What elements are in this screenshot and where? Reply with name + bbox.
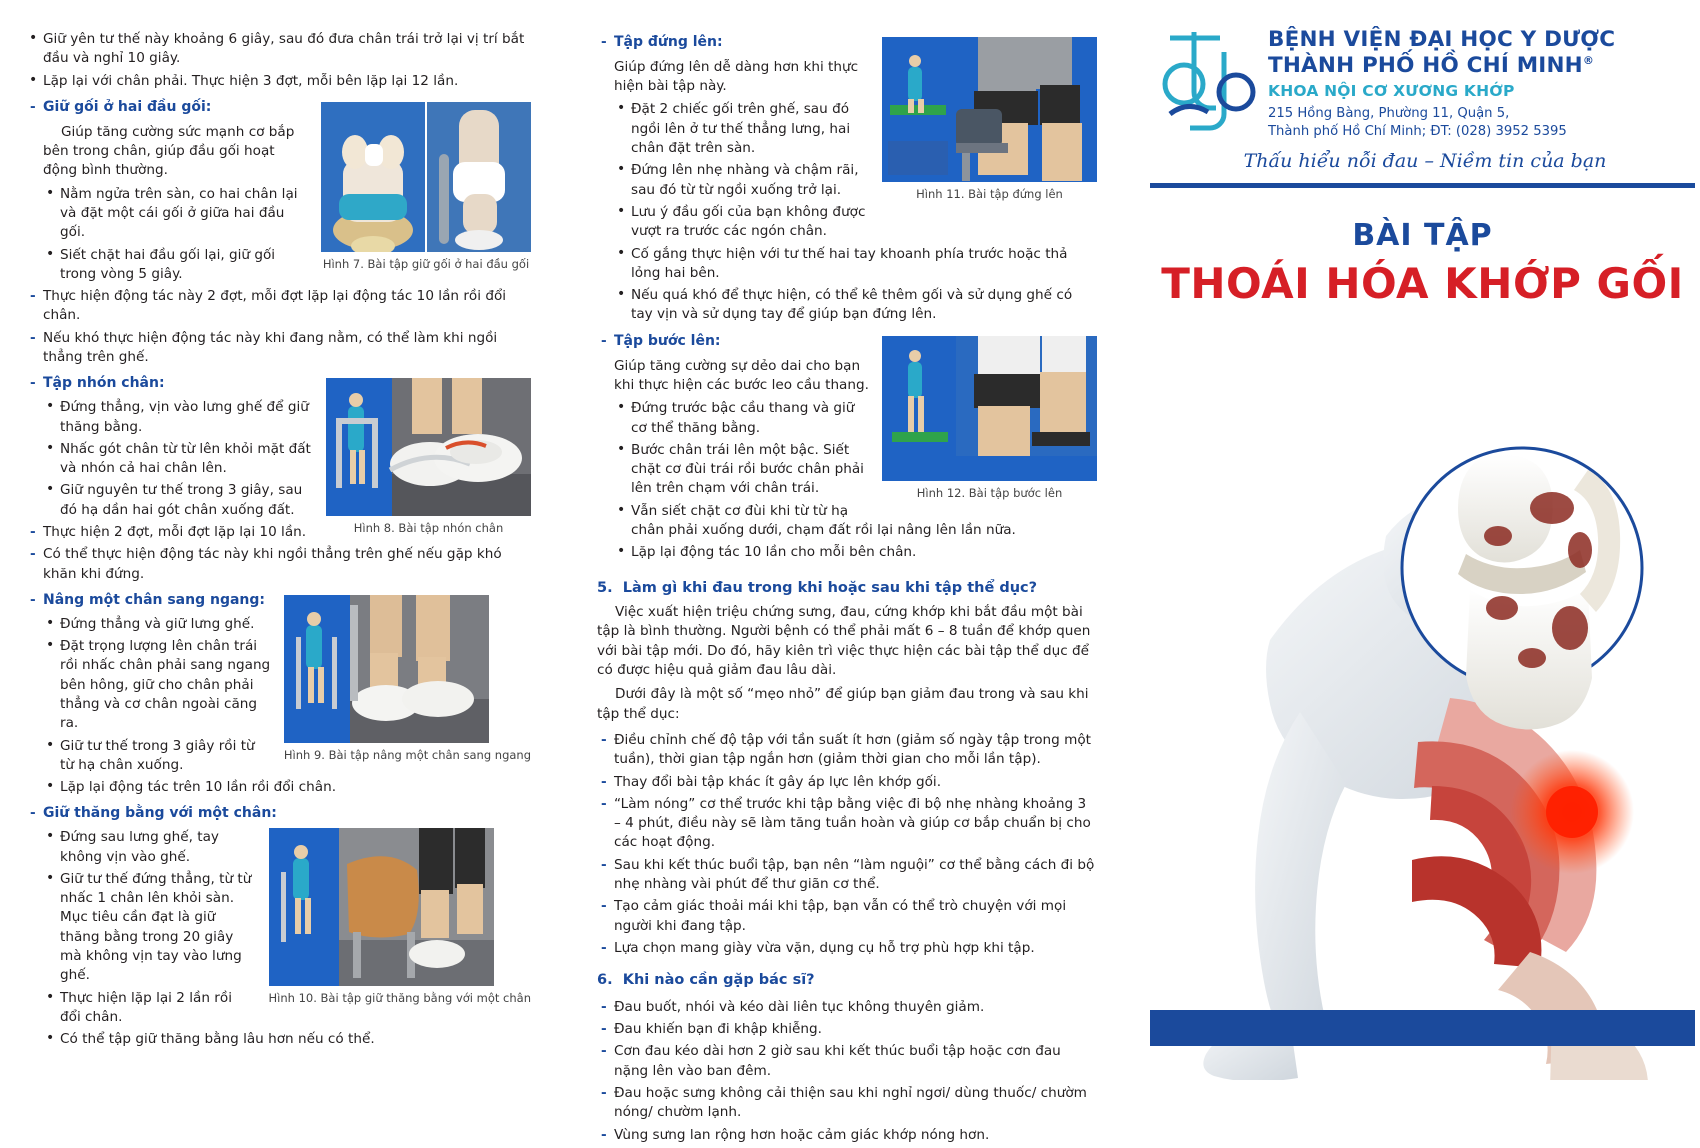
hospital-logo-icon [1150, 22, 1260, 134]
section-5-number: 5. [597, 579, 613, 596]
list-item: - Thay đổi bài tập khác ít gây áp lực lên khớp gối. [597, 773, 1097, 792]
section-sit-to-stand [597, 33, 1097, 325]
list-item: • Nếu quá khó để thực hiện, có thể kê thêm gối và sử dụng ghế có tay vịn và sử dụng tay để giúp bạn đứng lên. [614, 286, 1097, 325]
list-item: • Giữ tư thế đứng thẳng, từ từ nhấc 1 chân lên khỏi sàn. Mục tiêu cần đạt là giữ thăng bằng trong 20 giây mà không vịn tay vào lưng ghế. [43, 870, 531, 986]
list-item: - Sau khi kết thúc buổi tập, bạn nên “làm nguội” cơ thể bằng cách đi bộ nhẹ nhàng vài phút để thư giãn cơ thể. [597, 856, 1097, 895]
list-item: - Đau hoặc sưng không cải thiện sau khi nghỉ ngơi/ dùng thuốc/ chườm nóng/ chườm lạnh. [597, 1084, 1097, 1123]
section-lead: Giúp đứng lên dễ dàng hơn khi thực hiện bài tập này. [614, 58, 859, 95]
section-6-title [597, 970, 1097, 991]
hospital-line-1: BỆNH VIỆN ĐẠI HỌC Y DƯỢC [1268, 27, 1616, 52]
column-left [26, 0, 531, 1053]
section-calf-raise [26, 374, 531, 584]
list-item: • Giữ nguyên tư thế trong 3 giây, sau đó hạ dần hai gót chân xuống đất. [43, 481, 531, 520]
list-item: • Giữ tư thế trong 3 giây rồi từ từ hạ chân xuống. [43, 737, 531, 776]
section-heading: Tập bước lên: [614, 332, 721, 349]
section-knee-pillow [26, 98, 531, 367]
list-item: • Thực hiện lặp lại 2 lần rồi đổi chân. [43, 989, 531, 1028]
section-lead: Giúp tăng cường sức mạnh cơ bắp bên trong chân, giúp đầu gối hoạt động bình thường. [43, 123, 295, 179]
hospital-address-line-1: 215 Hồng Bàng, Phường 11, Quận 5, [1268, 106, 1510, 122]
hospital-line-2 [1268, 53, 1688, 79]
list-item: • Có thể tập giữ thăng bằng lâu hơn nếu có thể. [43, 1030, 531, 1049]
list-item: • Cố gắng thực hiện với tư thế hai tay khoanh phía trước hoặc thả lỏng hai bên. [614, 245, 1097, 284]
figure-8-caption: Hình 8. Bài tập nhón chân [353, 521, 504, 536]
cover-illustration [1150, 340, 1695, 1080]
divider-bar [1150, 183, 1695, 188]
list-item: - Cơn đau kéo dài hơn 2 giờ sau khi kết thúc buổi tập hoặc cơn đau nặng lên vào ban đêm. [597, 1042, 1097, 1081]
list-item: • Đứng trước bậc cầu thang và giữ cơ thể thăng bằng. [614, 399, 1097, 438]
list-item: • Lặp lại với chân phải. Thực hiện 3 đợt, mỗi bên lặp lại 12 lần. [26, 72, 531, 91]
section-heading: Tập nhón chân: [43, 375, 165, 392]
list-item: • Bước chân trái lên một bậc. Siết chặt cơ đùi trái rồi bước chân phải lên trên chạm với chân trái. [614, 441, 1097, 499]
bullet-list [43, 185, 531, 284]
bullet-list [43, 398, 531, 520]
section-heading: Nâng một chân sang ngang: [43, 591, 266, 608]
list-item: - Có thể thực hiện động tác này khi ngồi thẳng trên ghế nếu gặp khó khăn khi đứng. [26, 545, 531, 584]
bullet-list [43, 828, 531, 1049]
bullet-list [614, 399, 1097, 562]
section-5-paragraph-1: Việc xuất hiện triệu chứng sưng, đau, cứng khớp khi bắt đầu một bài tập là bình thường. Người bệnh có thể phải mất 6 – 8 tuần để khớp quen với bài tập mới. Do đó, hãy kiên trì việc thực hiện các bài tập thể dục để có được hiệu quả giảm đau lâu dài. [597, 604, 1091, 679]
list-item: - Nếu khó thực hiện động tác này khi đang nằm, có thể làm khi ngồi thẳng trên ghế. [26, 329, 531, 368]
list-item: • Lưu ý đầu gối của bạn không được vượt ra trước các ngón chân. [614, 203, 1097, 242]
list-item: - Thực hiện động tác này 2 đợt, mỗi đợt lặp lại động tác 10 lần rồi đổi chân. [26, 287, 531, 326]
figure-10-caption: Hình 10. Bài tập giữ thăng bằng với một chân [268, 991, 531, 1006]
intro-bullet-list [26, 30, 531, 91]
list-item: • Đứng lên nhẹ nhàng và chậm rãi, sau đó từ từ ngồi xuống trở lại. [614, 161, 1097, 200]
list-item: - Đau khiến bạn đi khập khiễng. [597, 1020, 1097, 1039]
figure-12-caption: Hình 12. Bài tập bước lên [916, 485, 1063, 500]
hospital-line-2-text: THÀNH PHỐ HỒ CHÍ MINH [1268, 53, 1583, 79]
list-item: • Lặp lại động tác 10 lần cho mỗi bên chân. [614, 543, 1097, 562]
registered-mark: ® [1582, 54, 1595, 68]
list-item: • Vẫn siết chặt cơ đùi khi từ từ hạ chân phải xuống dưới, chạm đất rồi lại nâng lên lần nữa. [614, 502, 1097, 541]
department-name: KHOA NỘI CƠ XƯƠNG KHỚP [1268, 82, 1515, 101]
list-item: - Lựa chọn mang giày vừa vặn, dụng cụ hỗ trợ phù hợp khi tập. [597, 939, 1097, 958]
section-lead: Giúp tăng cường sự dẻo dai cho bạn khi thực hiện các bước leo cầu thang. [614, 357, 869, 393]
list-item: • Đứng sau lưng ghế, tay không vịn vào ghế. [43, 828, 531, 867]
figure-11-caption: Hình 11. Bài tập đứng lên [916, 187, 1063, 201]
figure-7-caption: Hình 7. Bài tập giữ gối ở hai đầu gối [322, 256, 530, 271]
list-item: - Đau buốt, nhói và kéo dài liên tục không thuyên giảm. [597, 998, 1097, 1017]
kneeling-figure-illustration [1150, 340, 1695, 1080]
list-item: • Siết chặt hai đầu gối lại, giữ gối trong vòng 5 giây. [43, 246, 531, 285]
list-item: • Nằm ngửa trên sàn, co hai chân lại và đặt một cái gối ở giữa hai đầu gối. [43, 185, 531, 243]
hospital-name-block [1268, 27, 1688, 141]
section-6-warning-signs [597, 998, 1097, 1145]
cover-title-big: THOÁI HÓA KHỚP GỐI [1161, 259, 1684, 308]
hospital-address-line-2: Thành phố Hồ Chí Minh; ĐT: (028) 3952 5395 [1268, 124, 1567, 140]
list-item: • Đứng thẳng và giữ lưng ghế. [43, 615, 531, 634]
list-item: - Thực hiện 2 đợt, mỗi đợt lặp lại 10 lần. [26, 523, 531, 542]
list-item: • Đặt 2 chiếc gối trên ghế, sau đó ngồi lên ở tư thế thẳng lưng, hai chân đặt trên sàn. [614, 100, 1097, 158]
section-step-up [597, 332, 1097, 563]
list-item: • Nhấc gót chân từ từ lên khỏi mặt đất và nhón cả hai chân lên. [43, 440, 531, 479]
section-6-heading: Khi nào cần gặp bác sĩ? [622, 972, 815, 989]
list-item: • Đứng thẳng, vịn vào lưng ghế để giữ thăng bằng. [43, 398, 531, 437]
footer-bar [1150, 1010, 1695, 1046]
section-heading: Giữ thăng bằng với một chân: [43, 805, 277, 822]
list-item: - Tạo cảm giác thoải mái khi tập, bạn vẫn có thể trò chuyện với mọi người khi đang tập. [597, 897, 1097, 936]
section-side-leg-raise [26, 591, 531, 798]
list-item: • Lặp lại động tác trên 10 lần rồi đổi chân. [43, 778, 531, 797]
cover-title-small: BÀI TẬP [1352, 218, 1493, 253]
bullet-list [614, 100, 1097, 324]
section-heading: Giữ gối ở hai đầu gối: [43, 98, 212, 115]
section-5-heading: Làm gì khi đau trong khi hoặc sau khi tập thể dục? [622, 579, 1038, 596]
column-middle [597, 0, 1097, 1148]
list-item: - Điều chỉnh chế độ tập với tần suất ít hơn (giảm số ngày tập trong một tuần), thời gian tập ngắn hơn (giảm thời gian cho mỗi lần tập). [597, 731, 1097, 770]
section-5-tips [597, 731, 1097, 958]
section-heading: Tập đứng lên: [614, 34, 723, 50]
figure-9-caption: Hình 9. Bài tập nâng một chân sang ngang [283, 747, 531, 762]
section-single-leg-balance [26, 804, 531, 1049]
list-item: - “Làm nóng” cơ thể trước khi tập bằng việc đi bộ nhẹ nhàng khoảng 3 – 4 phút, điều này sẽ làm tăng tuần hoàn và giúp cơ bắp chuẩn bị cho các hoạt động. [597, 795, 1097, 853]
section-5-title [597, 578, 1097, 599]
list-item: • Giữ yên tư thế này khoảng 6 giây, sau đó đưa chân trái trở lại vị trí bắt đầu và nghỉ 10 giây. [26, 30, 531, 69]
section-6-number: 6. [597, 972, 613, 989]
list-item: - Vùng sưng lan rộng hơn hoặc cảm giác khớp nóng hơn. [597, 1126, 1097, 1145]
list-item: • Đặt trọng lượng lên chân trái rồi nhấc chân phải sang ngang bên hông, giữ cho chân phải thẳng và cơ chân ngoài căng ra. [43, 637, 531, 733]
bullet-list [43, 615, 531, 798]
hospital-slogan: Thấu hiểu nỗi đau – Niềm tin của bạn [1243, 150, 1607, 172]
cover-title-block [1150, 218, 1695, 308]
section-5-paragraph-2: Dưới đây là một số “mẹo nhỏ” để giúp bạn giảm đau trong và sau khi tập thể dục: [597, 686, 1089, 722]
